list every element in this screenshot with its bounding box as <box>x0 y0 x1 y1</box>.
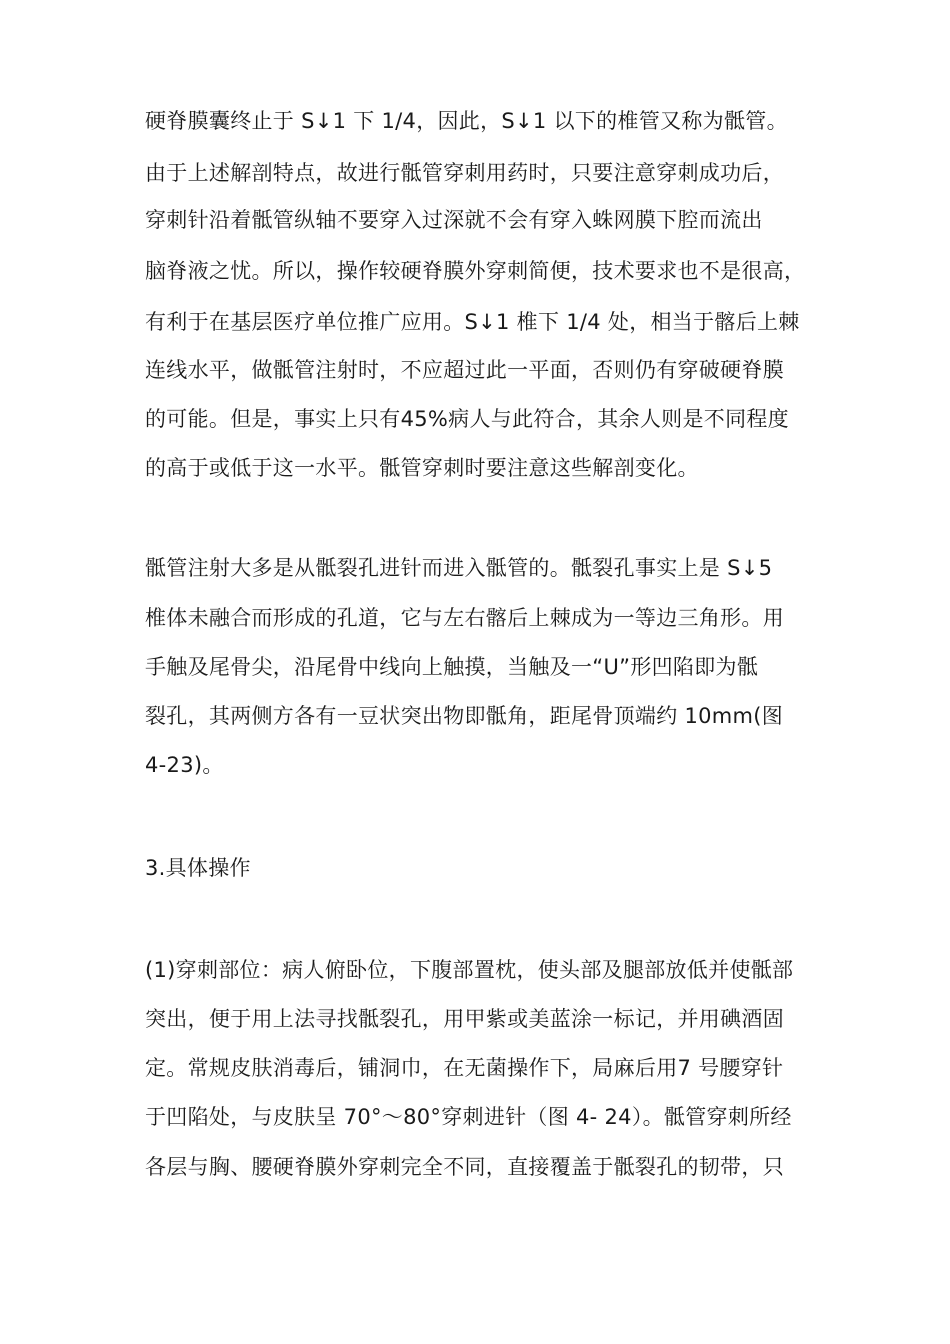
text-line: 裂孔，其两侧方各有一豆状突出物即骶角，距尾骨顶端约 10mm(图 <box>145 704 784 728</box>
text-line: 有利于在基层医疗单位推广应用。S↓1 椎下 1/4 处，相当于髂后上棘 <box>145 310 800 334</box>
text-line: 突出，便于用上法寻找骶裂孔，用甲紫或美蓝涂一标记，并用碘酒固 <box>145 1007 784 1031</box>
text-line: 各层与胸、腰硬脊膜外穿刺完全不同，直接覆盖于骶裂孔的韧带，只 <box>145 1155 784 1179</box>
text-line: 椎体未融合而形成的孔道，它与左右髂后上棘成为一等边三角形。用 <box>145 606 784 630</box>
section-heading: 3.具体操作 <box>145 856 251 880</box>
text-line: 于凹陷处，与皮肤呈 70°～80°穿刺进针（图 4- 24）。骶管穿刺所经 <box>145 1105 792 1129</box>
text-line: (1)穿刺部位：病人俯卧位，下腹部置枕，使头部及腿部放低并使骶部 <box>145 958 794 982</box>
text-line: 骶管注射大多是从骶裂孔进针而进入骶管的。骶裂孔事实上是 S↓5 <box>145 556 773 580</box>
text-line: 脑脊液之忧。所以，操作较硬脊膜外穿刺简便，技术要求也不是很高， <box>145 259 806 283</box>
text-line: 的高于或低于这一水平。骶管穿刺时要注意这些解剖变化。 <box>145 456 699 480</box>
text-line: 的可能。但是，事实上只有45%病人与此符合，其余人则是不同程度 <box>145 407 789 431</box>
text-line: 由于上述解剖特点，故进行骶管穿刺用药时，只要注意穿刺成功后， <box>145 161 784 185</box>
text-line: 定。常规皮肤消毒后，铺洞巾，在无菌操作下，局麻后用7 号腰穿针 <box>145 1056 784 1080</box>
text-line: 手触及尾骨尖，沿尾骨中线向上触摸，当触及一“U”形凹陷即为骶 <box>145 655 759 679</box>
text-line: 4-23)。 <box>145 753 224 777</box>
text-line: 硬脊膜囊终止于 S↓1 下 1/4，因此，S↓1 以下的椎管又称为骶管。 <box>145 109 788 133</box>
text-line: 穿刺针沿着骶管纵轴不要穿入过深就不会有穿入蛛网膜下腔而流出 <box>145 208 763 232</box>
text-line: 连线水平，做骶管注射时，不应超过此一平面，否则仍有穿破硬脊膜 <box>145 358 784 382</box>
